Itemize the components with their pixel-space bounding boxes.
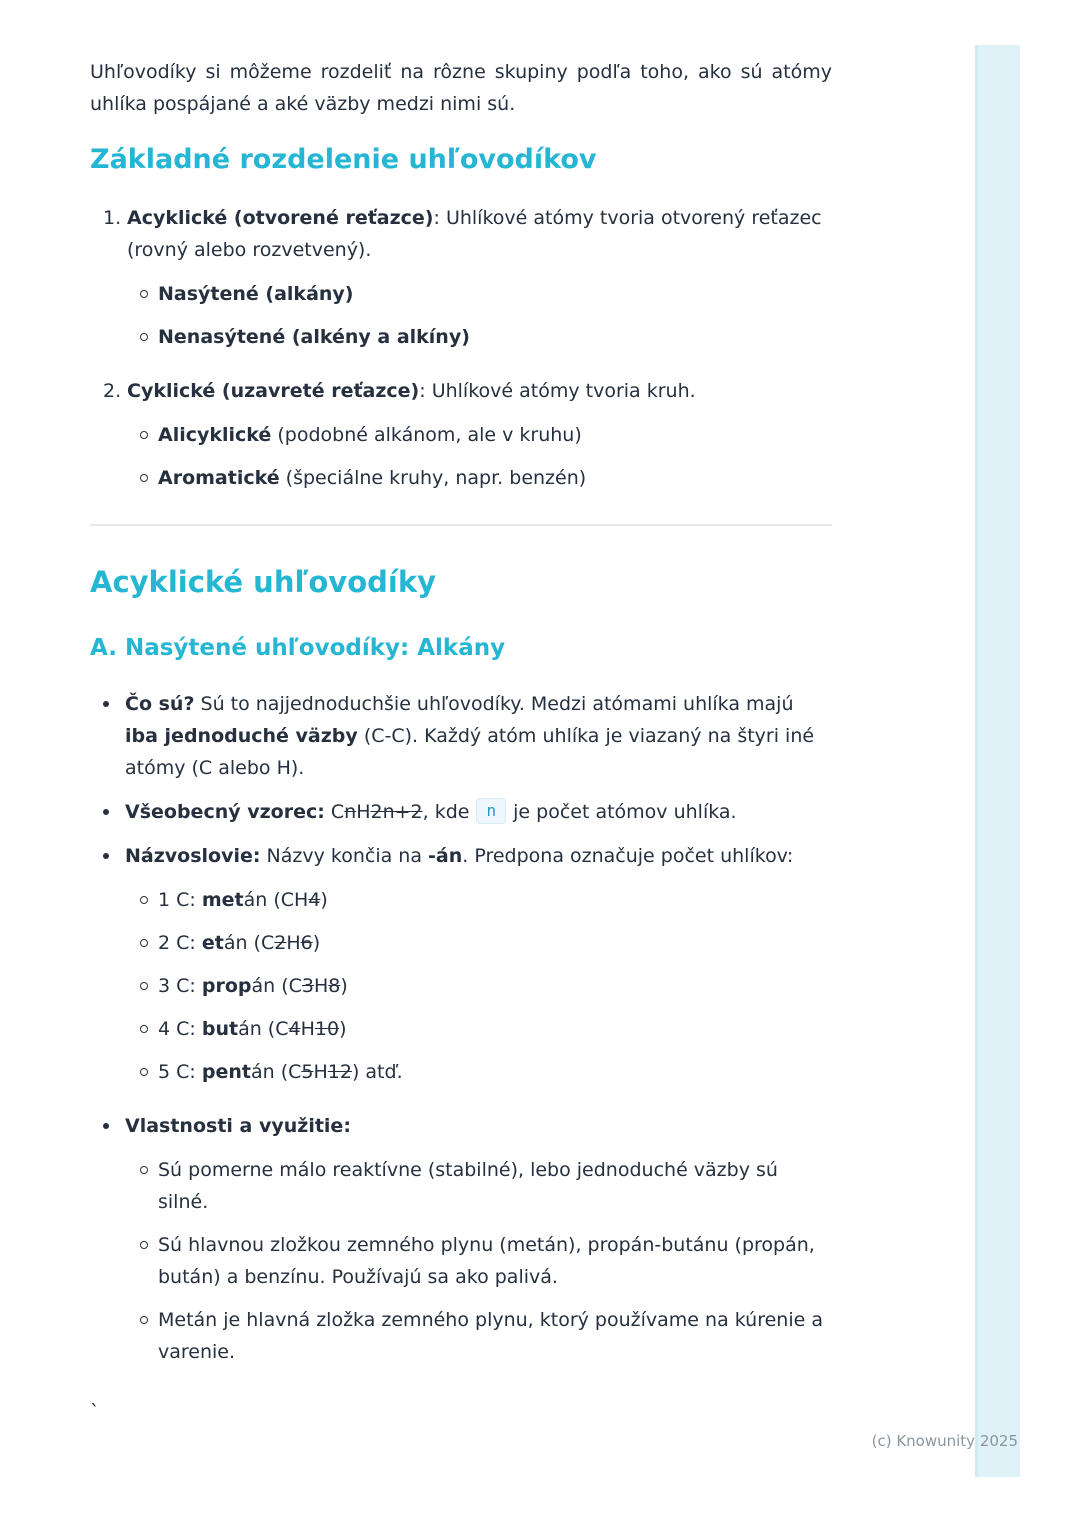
ordered-item-text	[127, 202, 832, 266]
right-stripe-decoration	[975, 45, 1020, 1477]
formula-segment: )	[339, 1018, 347, 1040]
formula-subscript: 4	[308, 889, 321, 911]
ordered-item-text	[127, 375, 832, 407]
property-row	[90, 1304, 832, 1368]
plain-text: : Uhlíkové atómy tvoria kruh.	[419, 380, 696, 402]
subsection-title-alkanes: A. Nasýtené uhľovodíky: Alkány	[90, 635, 506, 661]
formula-segment: H	[286, 932, 301, 954]
name-prefix: met	[201, 889, 244, 911]
name-suffix: án	[223, 932, 254, 954]
circle-bullet-icon	[140, 896, 148, 904]
formula-segment: C	[324, 801, 345, 823]
property-text: Sú hlavnou zložkou zemného plynu (metán), propán-butánu (propán, bután) a benzínu. Používajú sa ako palivá.	[158, 1234, 815, 1288]
property-row	[90, 1154, 832, 1218]
bullet-icon	[103, 701, 109, 707]
plain-text: atď.	[359, 1061, 403, 1083]
bullet-item-properties	[90, 1110, 832, 1142]
formula-segment: )	[320, 889, 328, 911]
bullet-text	[125, 840, 832, 872]
formula-subscript: n	[344, 801, 357, 823]
property-row	[90, 1229, 832, 1293]
alkane-text	[158, 1013, 832, 1045]
plain-text: (podobné alkánom, ale v kruhu)	[271, 424, 582, 446]
circle-bullet-icon	[140, 982, 148, 990]
bullet-item-naming	[90, 840, 832, 872]
formula-segment: H	[300, 1018, 315, 1040]
plain-text: . Predpona označuje počet uhlíkov:	[462, 845, 794, 867]
section-title-basic-division: Základné rozdelenie uhľovodíkov	[90, 144, 597, 175]
bullet-icon	[103, 853, 109, 859]
intro-paragraph: Uhľovodíky si môžeme rozdeliť na rôzne skupiny podľa toho, ako sú atómy uhlíka pospájané a aké väzby medzi nimi sú.	[90, 61, 832, 115]
bold-text: Čo sú?	[125, 693, 195, 715]
alkane-text	[158, 970, 832, 1002]
bold-text: iba jednoduché väzby	[125, 725, 358, 747]
bullet-item-what	[90, 688, 832, 784]
bold-text: Cyklické (uzavreté reťazce)	[127, 380, 420, 402]
ordered-item-2	[90, 375, 832, 407]
section-title-acyclic: Acyklické uhľovodíky	[90, 565, 437, 599]
carbon-count: 3 C:	[158, 975, 202, 997]
circle-bullet-icon	[140, 1241, 148, 1249]
bold-text: Alicyklické	[158, 424, 272, 446]
circle-bullet-icon	[140, 1068, 148, 1076]
bullet-icon	[103, 809, 109, 815]
name-prefix: but	[201, 1018, 239, 1040]
formula-segment: (CH	[273, 889, 309, 911]
plain-text: (C-C). Každý atóm uhlíka je viazaný na štyri iné atómy (C alebo H).	[125, 725, 815, 779]
alkane-row	[90, 884, 832, 916]
sub-bullet-text	[158, 462, 832, 494]
name-prefix: et	[201, 932, 224, 954]
formula-segment: H	[356, 801, 371, 823]
plain-text: , kde	[422, 801, 470, 823]
bold-text: Všeobecný vzorec:	[125, 801, 325, 823]
formula-subscript: 5	[301, 1061, 314, 1083]
carbon-count: 5 C:	[158, 1061, 202, 1083]
formula-segment: (C	[267, 1018, 289, 1040]
sub-bullet-item	[90, 462, 832, 494]
item-number: 2.	[103, 380, 122, 402]
plain-text: Sú to najjednoduchšie uhľovodíky. Medzi atómami uhlíka majú	[194, 693, 794, 715]
formula-subscript: 3	[301, 975, 314, 997]
section-divider	[90, 524, 832, 526]
circle-bullet-icon	[140, 939, 148, 947]
bullet-icon	[103, 1123, 109, 1129]
bold-text: Nasýtené (alkány)	[158, 283, 354, 305]
plain-text: : Uhlíkové atómy tvoria otvorený reťazec (rovný alebo rozvetvený).	[127, 207, 822, 261]
sub-bullet-item	[90, 278, 832, 310]
sub-bullet-text	[158, 321, 832, 353]
formula-subscript: 2n+2	[370, 801, 423, 823]
formula-segment: H	[313, 1061, 328, 1083]
sub-bullet-text	[158, 419, 832, 451]
carbon-count: 2 C:	[158, 932, 202, 954]
formula-segment: )	[340, 975, 348, 997]
code-chip-n: n	[476, 798, 506, 824]
formula-subscript: 10	[314, 1018, 340, 1040]
sub-bullet-item	[90, 321, 832, 353]
name-suffix: án	[250, 1061, 281, 1083]
bullet-text	[125, 688, 832, 784]
formula-subscript: 4	[288, 1018, 301, 1040]
bold-text: Nenasýtené (alkény a alkíny)	[158, 326, 470, 348]
formula-segment: (C	[253, 932, 275, 954]
circle-bullet-icon	[140, 474, 148, 482]
formula-subscript: 6	[300, 932, 313, 954]
alkane-row	[90, 1013, 832, 1045]
alkane-text	[158, 884, 832, 916]
circle-bullet-icon	[140, 1025, 148, 1033]
name-suffix: án	[238, 1018, 268, 1040]
plain-text: je počet atómov uhlíka.	[513, 801, 737, 823]
name-suffix: án	[251, 975, 282, 997]
bold-text: Názvoslovie:	[125, 845, 261, 867]
formula-segment: (C	[280, 1061, 302, 1083]
formula-subscript: 2	[274, 932, 287, 954]
copyright-credit: (c) Knowunity 2025	[871, 1432, 1018, 1450]
bold-text: Acyklické (otvorené reťazce)	[127, 207, 434, 229]
circle-bullet-icon	[140, 1316, 148, 1324]
sub-bullet-item	[90, 419, 832, 451]
formula-segment: H	[313, 975, 329, 997]
plain-text: (špeciálne kruhy, napr. benzén)	[279, 467, 587, 489]
ordered-item-1	[90, 202, 832, 266]
stray-backtick: `	[90, 1401, 100, 1423]
plain-text: Názvy končia na	[260, 845, 429, 867]
name-prefix: pent	[201, 1061, 251, 1083]
name-prefix: prop	[201, 975, 252, 997]
alkane-text	[158, 927, 832, 959]
formula-segment: (C	[281, 975, 302, 997]
property-text: Metán je hlavná zložka zemného plynu, ktorý používame na kúrenie a varenie.	[158, 1309, 823, 1363]
bullet-item-formula	[90, 796, 832, 828]
property-text: Sú pomerne málo reaktívne (stabilné), lebo jednoduché väzby sú silné.	[158, 1159, 778, 1213]
sub-bullet-text	[158, 278, 832, 310]
carbon-count: 4 C:	[158, 1018, 202, 1040]
page-content	[90, 56, 832, 1428]
circle-bullet-icon	[140, 431, 148, 439]
circle-bullet-icon	[140, 333, 148, 341]
alkane-text	[158, 1056, 832, 1088]
formula-segment: )	[351, 1061, 360, 1083]
alkane-row	[90, 1056, 832, 1088]
carbon-count: 1 C:	[158, 889, 202, 911]
circle-bullet-icon	[140, 290, 148, 298]
bold-text: Vlastnosti a využitie:	[125, 1115, 351, 1137]
name-suffix: án	[243, 889, 274, 911]
formula-subscript: 12	[327, 1061, 352, 1083]
alkane-row	[90, 927, 832, 959]
bullet-text	[125, 796, 832, 828]
bold-text: -án	[428, 845, 463, 867]
circle-bullet-icon	[140, 1166, 148, 1174]
formula-segment: )	[312, 932, 321, 954]
alkane-row	[90, 970, 832, 1002]
item-number: 1.	[103, 207, 122, 229]
formula-subscript: 8	[328, 975, 341, 997]
bold-text: Aromatické	[158, 467, 280, 489]
bullet-text	[125, 1110, 832, 1142]
